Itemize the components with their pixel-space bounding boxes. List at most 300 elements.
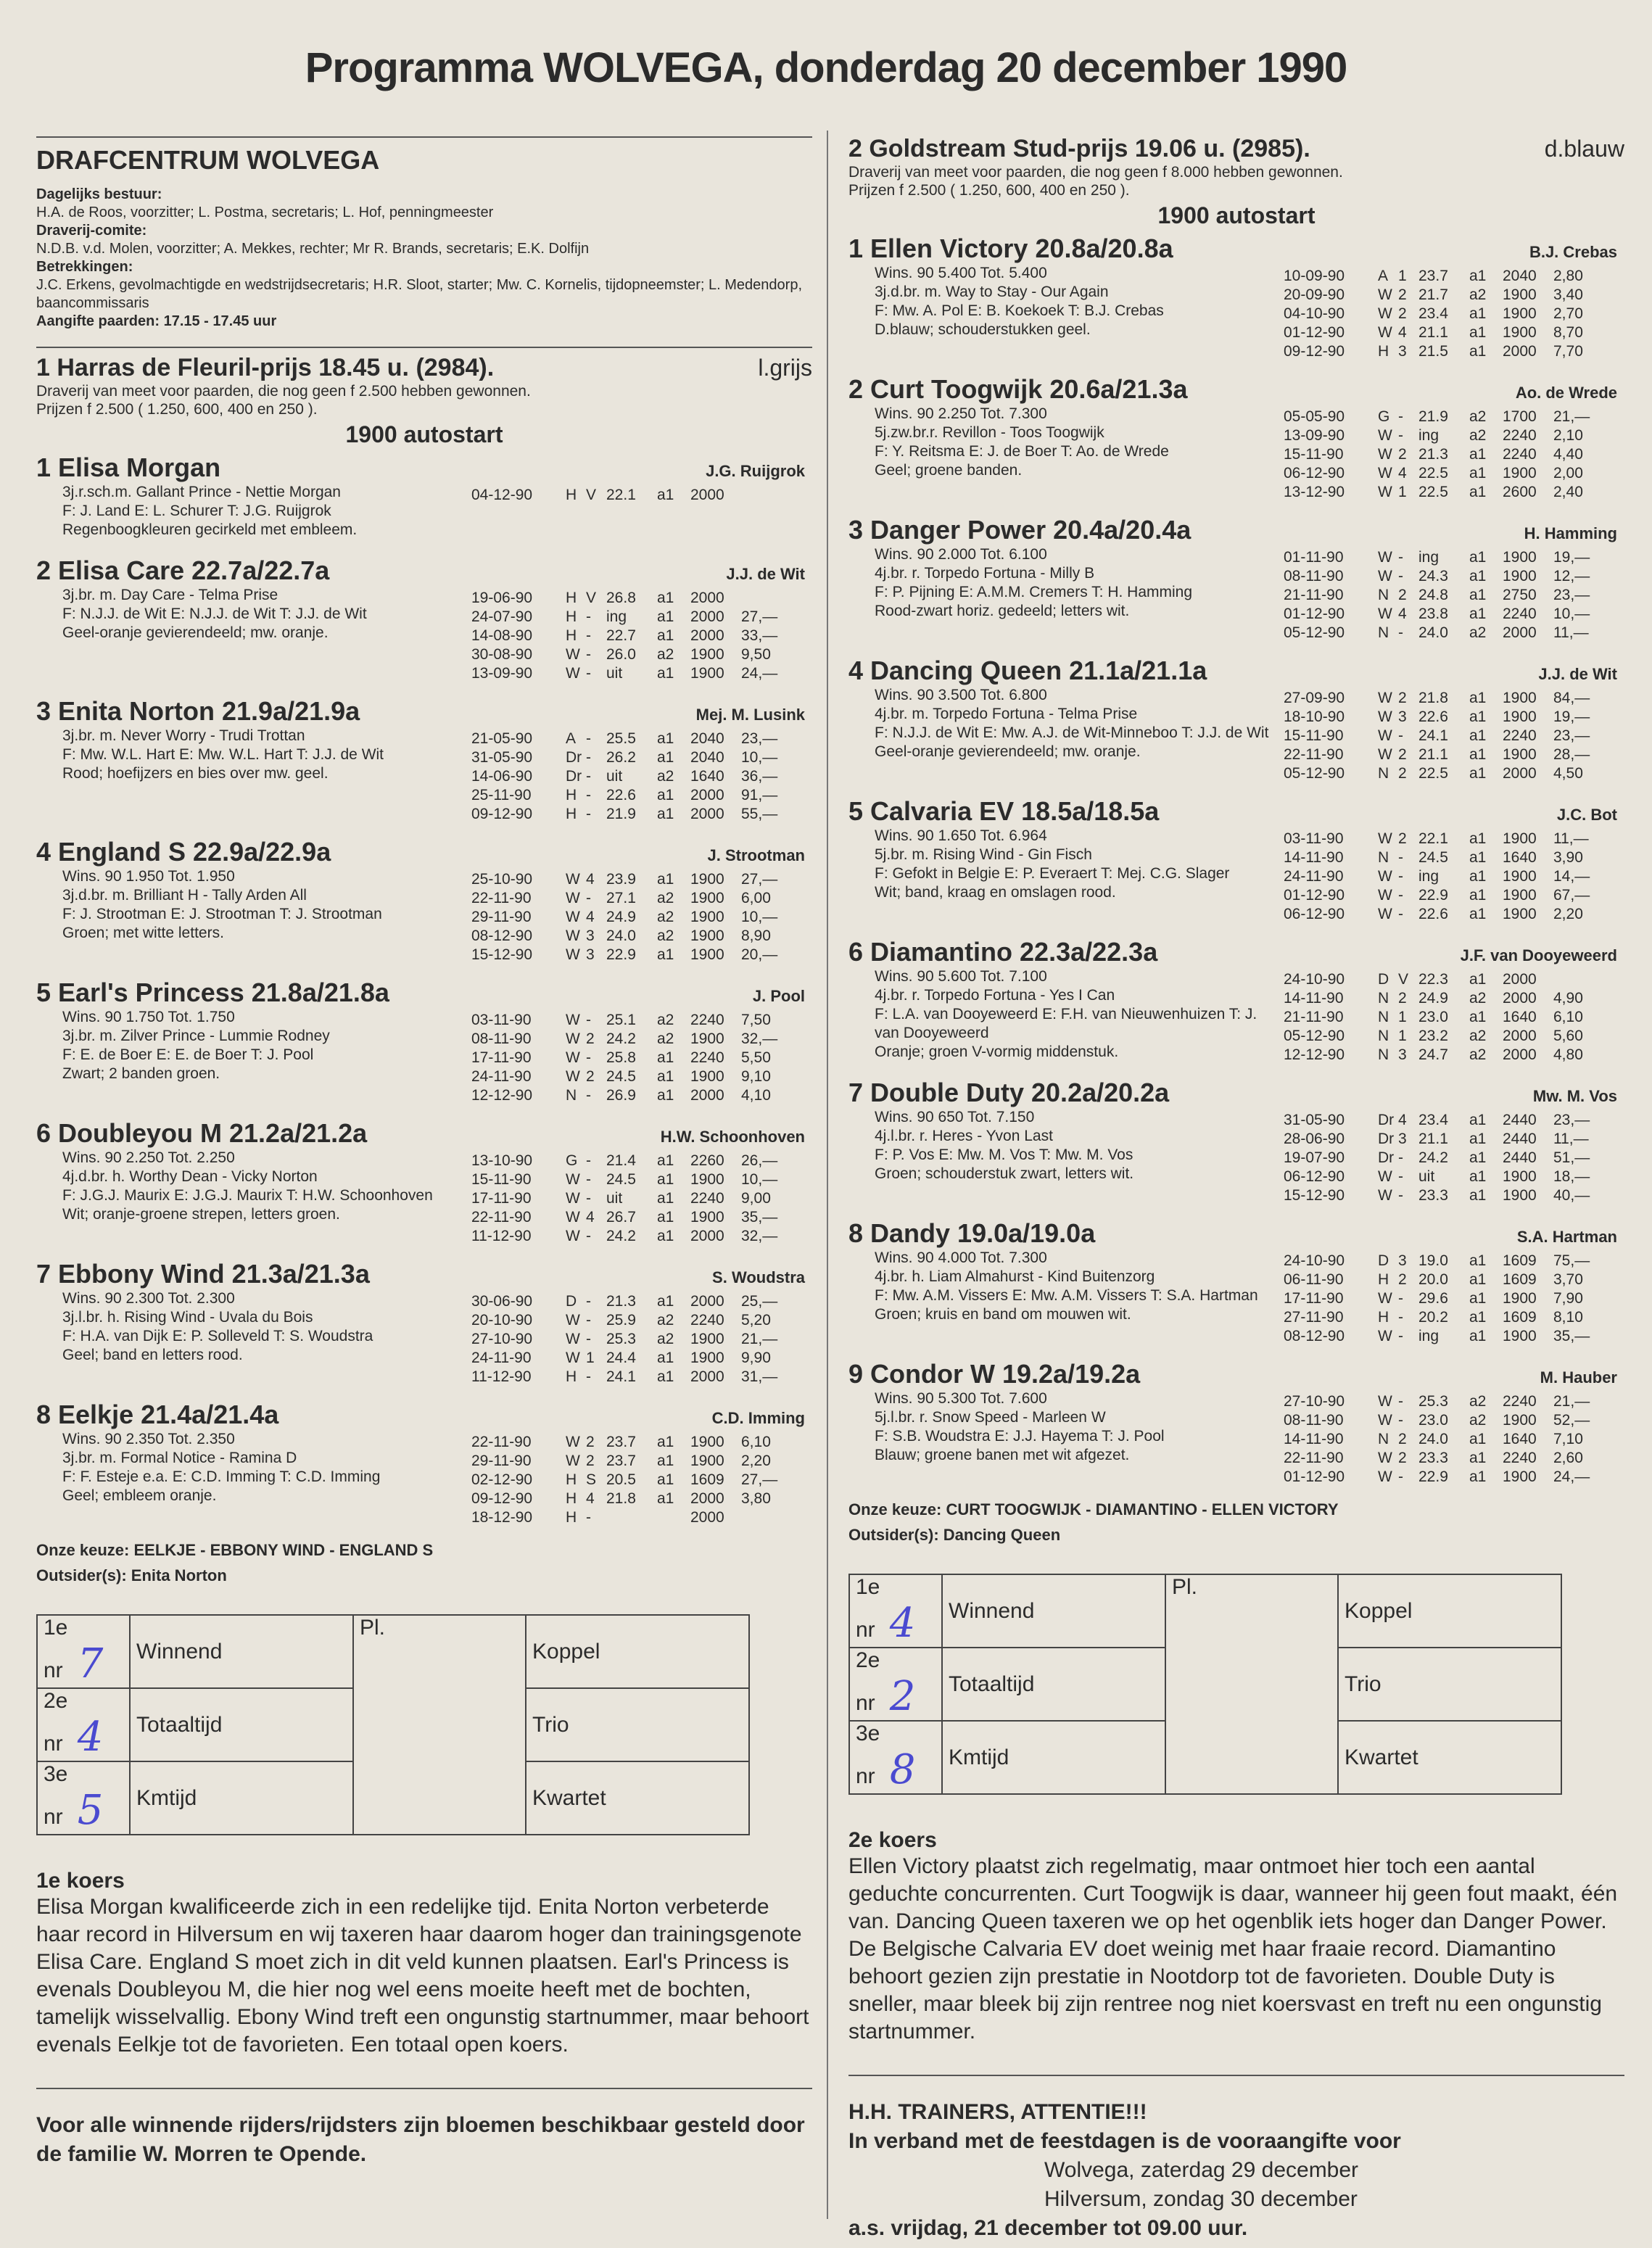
result-cell: 1 [586, 1350, 595, 1366]
result-row [471, 786, 812, 805]
result-row [471, 1067, 812, 1086]
horse-name: 6 Doubleyou M 21.2a/21.2a [36, 1118, 368, 1148]
result-row [471, 589, 812, 608]
result-cell: a1 [657, 1350, 674, 1366]
result-cell: 22-11-90 [471, 1209, 532, 1226]
result-cell: 1900 [690, 927, 724, 944]
horse-results [1284, 1111, 1624, 1205]
result-cell: W [1378, 1168, 1392, 1185]
bet-combo: Trio [1338, 1648, 1561, 1721]
result-cell: - [586, 665, 591, 682]
result-cell: H [566, 1368, 577, 1385]
result-cell: 6,10 [741, 1434, 771, 1450]
result-row [471, 608, 812, 627]
result-row [471, 1433, 812, 1452]
result-cell: 27-09-90 [1284, 690, 1345, 706]
left-column [36, 131, 812, 2212]
result-cell: N [1378, 1431, 1389, 1447]
result-cell: a1 [1469, 568, 1487, 584]
result-row [1284, 1468, 1624, 1487]
horse-trainer: H.W. Schoonhoven [660, 1128, 805, 1146]
result-cell: a1 [657, 871, 674, 888]
result-cell: 2 [1398, 830, 1407, 847]
bet-type: Winnend [942, 1574, 1165, 1648]
result-cell: 23.3 [1418, 1187, 1448, 1204]
result-cell: 05-05-90 [1284, 408, 1345, 425]
result-cell: 35,— [741, 1209, 778, 1226]
result-cell: 11-12-90 [471, 1228, 532, 1244]
horse-name: 3 Enita Norton 21.9a/21.9a [36, 696, 360, 726]
result-cell: H [1378, 1271, 1389, 1288]
result-cell: a1 [657, 946, 674, 963]
horse-name: 7 Double Duty 20.2a/20.2a [848, 1078, 1170, 1107]
result-cell: a2 [657, 909, 674, 925]
horse-detail-line: Wins. 90 1.750 Tot. 1.750 [62, 1009, 235, 1025]
horse-trainer: C.D. Imming [711, 1409, 805, 1427]
result-cell: 1900 [690, 890, 724, 906]
result-cell: - [586, 1312, 591, 1328]
result-cell: W [566, 1209, 580, 1226]
horse-results [1284, 267, 1624, 361]
result-cell: 1900 [1503, 746, 1537, 763]
result-cell [1553, 970, 1624, 989]
result-cell: - [1398, 568, 1403, 584]
result-cell: a1 [657, 1068, 674, 1085]
result-cell: 24.1 [1418, 727, 1448, 744]
bet-position [849, 1648, 942, 1721]
result-cell: 8,70 [1553, 324, 1583, 341]
result-cell: 24.2 [1418, 1149, 1448, 1166]
result-cell: 24.5 [1418, 849, 1448, 866]
result-cell: 11,— [1553, 624, 1589, 641]
result-cell: a1 [1469, 830, 1487, 847]
horse-trainer: B.J. Crebas [1529, 243, 1617, 261]
result-cell: 18-10-90 [1284, 708, 1345, 725]
result-cell: 4 [1398, 1112, 1407, 1128]
result-cell: 36,— [741, 768, 778, 785]
result-cell: H [566, 1471, 577, 1488]
bet-position-label: 3e nr [856, 1722, 880, 1788]
result-cell: V [586, 590, 597, 606]
result-cell: 14-08-90 [471, 627, 533, 644]
result-cell: 1900 [690, 909, 724, 925]
result-cell: 2,60 [1553, 1450, 1583, 1466]
result-cell: a1 [657, 487, 674, 503]
result-cell: a1 [657, 1049, 674, 1066]
page-title: Programma WOLVEGA, donderdag 20 december 1990 [305, 44, 1347, 91]
result-cell: a2 [657, 1312, 674, 1328]
horse-name: 3 Danger Power 20.4a/20.4a [848, 515, 1191, 545]
result-cell: V [1398, 971, 1409, 988]
race-header [848, 135, 1624, 163]
result-cell: a1 [657, 806, 674, 822]
result-cell: 2000 [1503, 765, 1537, 782]
result-cell: 23,— [1553, 1112, 1590, 1128]
result-cell: 01-12-90 [1284, 1468, 1345, 1485]
result-cell: - [1398, 887, 1403, 904]
race-start: 1900 autostart [345, 421, 503, 447]
result-cell: 1609 [1503, 1271, 1537, 1288]
result-cell: 1640 [1503, 1009, 1537, 1025]
result-cell: - [586, 646, 591, 663]
result-cell: 21-11-90 [1284, 1009, 1344, 1025]
result-cell: - [586, 1152, 591, 1169]
result-cell: 23.7 [606, 1452, 636, 1469]
result-cell: 24.1 [606, 1368, 636, 1385]
horse-results [471, 1011, 812, 1105]
result-cell: 2240 [1503, 446, 1537, 463]
result-row [471, 748, 812, 767]
result-cell: 18-12-90 [471, 1509, 533, 1526]
horse-name-row [36, 555, 805, 586]
horse-detail-line: Wins. 90 2.250 Tot. 7.300 [875, 405, 1047, 422]
horse-name-row [36, 1400, 805, 1430]
horse-name: 1 Ellen Victory 20.8a/20.8a [848, 234, 1173, 263]
horse-name-row [848, 656, 1617, 686]
result-cell: 09-12-90 [471, 1490, 533, 1507]
result-row [1284, 830, 1624, 848]
result-cell: 20,— [741, 946, 778, 963]
result-cell: 24-10-90 [1284, 971, 1345, 988]
handwritten-number: 4 [77, 1714, 104, 1761]
result-cell: 01-12-90 [1284, 887, 1345, 904]
race-prizes: Prijzen f 2.500 ( 1.250, 600, 400 en 250 ). [36, 401, 318, 418]
result-row [1284, 970, 1624, 989]
result-cell: Dr [1378, 1149, 1395, 1166]
handwritten-number: 8 [889, 1746, 916, 1793]
result-row [1284, 989, 1624, 1008]
result-cell: 19-06-90 [471, 590, 533, 606]
result-cell: 15-12-90 [471, 946, 533, 963]
horse-name-row [36, 696, 805, 727]
result-row [471, 730, 812, 748]
result-cell: 22.9 [606, 946, 636, 963]
our-choice: Onze keuze: CURT TOOGWIJK - DIAMANTINO - ELLEN VICTORY [848, 1500, 1339, 1518]
result-cell: N [1378, 849, 1389, 866]
result-cell: 1900 [690, 1209, 724, 1226]
horse-trainer: J. Pool [752, 987, 805, 1005]
result-cell: 27,— [741, 871, 778, 888]
horse-detail-line: Geel-oranje gevierendeeld; mw. oranje. [62, 624, 329, 641]
horse-detail-line: Wins. 90 650 Tot. 7.150 [875, 1109, 1035, 1125]
race-color: l.grijs [758, 355, 812, 381]
horse-detail-line: Wins. 90 1.650 Tot. 6.964 [875, 827, 1047, 844]
result-cell: 3 [1398, 1252, 1407, 1269]
result-cell: 2440 [1503, 1149, 1537, 1166]
horse-name-row [848, 937, 1617, 967]
result-cell: 21.8 [1418, 690, 1448, 706]
result-cell: a1 [657, 1471, 674, 1488]
result-cell: H [1378, 1309, 1389, 1326]
result-row [1284, 1130, 1624, 1149]
race-prizes: Prijzen f 2.500 ( 1.250, 600, 400 en 250 ). [848, 182, 1130, 199]
result-cell: a1 [1469, 906, 1487, 922]
result-cell: 40,— [1553, 1187, 1590, 1204]
result-cell: 27.1 [606, 890, 636, 906]
result-cell: 20-09-90 [1284, 286, 1345, 303]
horse-trainer: Ao. de Wrede [1515, 384, 1617, 402]
result-cell: ing [1418, 427, 1440, 444]
result-cell: G [566, 1152, 578, 1169]
result-row [1284, 1289, 1624, 1308]
result-cell: 26,— [741, 1152, 778, 1169]
result-cell: 06-12-90 [1284, 465, 1345, 482]
result-cell: a1 [657, 1190, 674, 1207]
bet-slip-table [36, 1614, 750, 1835]
horse-entry [36, 1118, 812, 1246]
result-cell: a1 [1469, 446, 1487, 463]
result-cell: - [1398, 727, 1403, 744]
result-cell: W [566, 1452, 580, 1469]
trainers-notice [848, 2098, 1624, 2243]
result-cell: - [1398, 1393, 1403, 1410]
horse-name: 8 Dandy 19.0a/19.0a [848, 1218, 1096, 1248]
result-cell: W [566, 1012, 580, 1028]
result-cell: W [566, 1331, 580, 1347]
result-cell: 2 [1398, 1450, 1407, 1466]
result-row [1284, 464, 1624, 483]
result-cell: H [1378, 343, 1389, 360]
horse-name: 5 Earl's Princess 21.8a/21.8a [36, 978, 389, 1007]
result-cell: a1 [657, 608, 674, 625]
horse-results [471, 1152, 812, 1246]
horse-results [1284, 689, 1624, 783]
result-cell: W [1378, 446, 1392, 463]
result-cell: 22.5 [1418, 765, 1448, 782]
result-cell: 2240 [1503, 1450, 1537, 1466]
result-row [1284, 483, 1624, 502]
result-row [471, 946, 812, 964]
result-cell: 2440 [1503, 1112, 1537, 1128]
result-row [1284, 1008, 1624, 1027]
result-cell: 03-11-90 [1284, 830, 1344, 847]
result-cell: - [586, 1509, 591, 1526]
result-cell: a1 [1469, 1271, 1487, 1288]
result-cell: a1 [657, 1293, 674, 1310]
result-cell: W [1378, 690, 1392, 706]
result-row [1284, 905, 1624, 924]
result-cell: 1 [1398, 484, 1407, 500]
result-cell: W [566, 1068, 580, 1085]
bet-type: Kmtijd [942, 1721, 1165, 1794]
horse-detail-line: Groen; kruis en band om mouwen wit. [875, 1306, 1131, 1323]
result-cell: 1900 [1503, 906, 1537, 922]
result-cell: 1900 [1503, 1468, 1537, 1485]
bet-slip-table [848, 1574, 1562, 1795]
result-cell: - [1398, 624, 1403, 641]
horse-results [1284, 548, 1624, 642]
result-cell: 75,— [1553, 1252, 1590, 1269]
comite-label: Draverij-comite: [36, 223, 147, 239]
result-row [1284, 867, 1624, 886]
result-cell: 1900 [690, 646, 724, 663]
result-cell: a1 [1469, 1131, 1487, 1147]
result-row [1284, 624, 1624, 642]
result-cell: 10,— [741, 749, 778, 766]
result-cell: 52,— [1553, 1412, 1590, 1429]
result-cell: 24-11-90 [471, 1068, 532, 1085]
result-cell: a1 [1469, 606, 1487, 622]
result-cell: 2000 [1503, 971, 1537, 988]
result-cell: 08-12-90 [471, 927, 533, 944]
result-cell: N [1378, 587, 1389, 603]
result-cell: 4 [1398, 606, 1407, 622]
result-cell: 2040 [1503, 268, 1537, 284]
result-cell: 2000 [690, 487, 724, 503]
result-cell: 28-06-90 [1284, 1131, 1345, 1147]
result-cell: 02-12-90 [471, 1471, 533, 1488]
result-cell: 10,— [1553, 606, 1590, 622]
result-cell: 2,80 [1553, 268, 1583, 284]
result-cell: 23.0 [1418, 1009, 1448, 1025]
result-cell: 03-11-90 [471, 1012, 532, 1028]
result-cell: a1 [1469, 1450, 1487, 1466]
result-row [1284, 886, 1624, 905]
result-cell: 21.7 [1418, 286, 1448, 303]
result-cell: 84,— [1553, 690, 1590, 706]
result-cell: 2000 [690, 787, 724, 803]
horse-results [471, 1292, 812, 1387]
result-cell: - [1398, 849, 1403, 866]
horse-detail-line: 4j.l.br. r. Heres - Yvon Last [875, 1128, 1053, 1144]
horse-detail-line: Zwart; 2 banden groen. [62, 1065, 220, 1082]
result-row [471, 1489, 812, 1508]
result-cell: - [586, 749, 591, 766]
result-cell: 3 [1398, 1046, 1407, 1063]
result-cell: 24.7 [1418, 1046, 1448, 1063]
result-cell: - [586, 1190, 591, 1207]
result-row [1284, 267, 1624, 286]
result-cell: 1900 [690, 1171, 724, 1188]
result-row [471, 1030, 812, 1049]
horse-detail-line: F: H.A. van Dijk E: P. Solleveld T: S. Woudstra [62, 1328, 373, 1344]
notice-line-2: In verband met de feestdagen is de vooraangifte voor [848, 2129, 1401, 2153]
result-cell: W [1378, 1412, 1392, 1429]
result-cell: ing [1418, 868, 1440, 885]
result-cell: a1 [1469, 1328, 1487, 1344]
result-cell: a1 [657, 627, 674, 644]
horse-detail-line: D.blauw; schouderstukken geel. [875, 321, 1091, 338]
result-cell: 1609 [1503, 1252, 1537, 1269]
bet-type: Winnend [130, 1615, 353, 1688]
outsiders: Outsider(s): Enita Norton [36, 1566, 227, 1584]
result-cell: a1 [1469, 727, 1487, 744]
race-title: 2 Goldstream Stud-prijs 19.06 u. (2985). [848, 135, 1310, 162]
horse-detail-line: F: Mw. A.M. Vissers E: Mw. A.M. Vissers T: S.A. Hartman [875, 1287, 1258, 1304]
result-cell: 3 [1398, 708, 1407, 725]
result-cell: W [566, 665, 580, 682]
result-cell: 31,— [741, 1368, 778, 1385]
result-cell: 25.1 [606, 1012, 636, 1028]
result-cell: a2 [657, 927, 674, 944]
horse-detail-line: Wins. 90 2.000 Tot. 6.100 [875, 546, 1047, 563]
result-cell: 1900 [1503, 830, 1537, 847]
result-cell: a2 [1469, 427, 1487, 444]
result-cell: W [1378, 484, 1392, 500]
result-cell: - [586, 806, 591, 822]
result-row [471, 486, 812, 505]
column-divider [827, 131, 828, 2219]
result-cell: 27,— [741, 608, 778, 625]
result-cell: - [1398, 1149, 1403, 1166]
result-row [1284, 708, 1624, 727]
right-column [848, 131, 1624, 2240]
result-cell: 23.3 [1418, 1450, 1448, 1466]
result-cell: N [1378, 990, 1389, 1007]
result-cell: 3 [586, 946, 595, 963]
result-cell: 1900 [1503, 549, 1537, 566]
result-cell: 22.1 [606, 487, 636, 503]
horse-name: 9 Condor W 19.2a/19.2a [848, 1359, 1141, 1389]
result-cell: uit [606, 665, 623, 682]
result-cell: 08-11-90 [1284, 1412, 1344, 1429]
result-cell: - [586, 1012, 591, 1028]
result-cell: 23.4 [1418, 1112, 1448, 1128]
result-cell: W [566, 1228, 580, 1244]
result-cell: 1900 [1503, 465, 1537, 482]
result-cell: 27,— [741, 1471, 778, 1488]
result-cell: 2 [1398, 587, 1407, 603]
result-cell: 22.5 [1418, 465, 1448, 482]
bet-position [37, 1615, 130, 1688]
result-cell: 2040 [690, 749, 724, 766]
horse-detail-line: 3j.d.br. m. Brilliant H - Tally Arden All [62, 887, 307, 904]
result-cell: W [1378, 1290, 1392, 1307]
result-cell: W [1378, 746, 1392, 763]
result-cell: W [566, 871, 580, 888]
result-cell: - [586, 1049, 591, 1066]
result-cell: - [1398, 1290, 1403, 1307]
result-cell: 25.9 [606, 1312, 636, 1328]
result-cell: W [1378, 568, 1392, 584]
result-cell: 14-11-90 [1284, 1431, 1344, 1447]
result-cell: 3,80 [741, 1490, 771, 1507]
result-cell: 2 [1398, 1271, 1407, 1288]
result-cell: a1 [1469, 971, 1487, 988]
result-cell: W [1378, 427, 1392, 444]
horse-detail-line: 3j.l.br. h. Rising Wind - Uvala du Bois [62, 1309, 313, 1326]
result-cell: a1 [657, 665, 674, 682]
result-cell: H [566, 1490, 577, 1507]
horse-name: 1 Elisa Morgan [36, 453, 221, 482]
horse-detail-line: Wins. 90 1.950 Tot. 1.950 [62, 868, 235, 885]
result-cell: 1900 [690, 1030, 724, 1047]
result-cell: A [566, 730, 577, 747]
horse-detail-line: 4j.br. r. Torpedo Fortuna - Milly B [875, 565, 1095, 582]
result-cell: 24.2 [606, 1228, 636, 1244]
horse-name-row [36, 1118, 805, 1149]
result-cell: N [566, 1087, 577, 1104]
result-cell: 2 [586, 1068, 595, 1085]
result-cell: ing [1418, 1328, 1440, 1344]
result-cell: a2 [1469, 286, 1487, 303]
result-cell: 3,90 [1553, 849, 1583, 866]
result-cell: 22-11-90 [1284, 746, 1344, 763]
result-cell: a1 [1469, 268, 1487, 284]
result-cell: W [1378, 1187, 1392, 1204]
result-row [1284, 1027, 1624, 1046]
result-row [1284, 1186, 1624, 1205]
our-choice: Onze keuze: EELKJE - EBBONY WIND - ENGLAND S [36, 1541, 434, 1559]
result-cell: 31-05-90 [1284, 1112, 1345, 1128]
horse-trainer: S. Woudstra [712, 1268, 805, 1286]
race-2 [848, 135, 1624, 2243]
horse-detail-line: F: Y. Reitsma E: J. de Boer T: Ao. de Wrede [875, 443, 1169, 460]
horse-trainer: J.C. Bot [1556, 806, 1617, 824]
result-cell: a2 [1469, 1412, 1487, 1429]
result-cell: 05-12-90 [1284, 1028, 1345, 1044]
result-cell: W [566, 1030, 580, 1047]
